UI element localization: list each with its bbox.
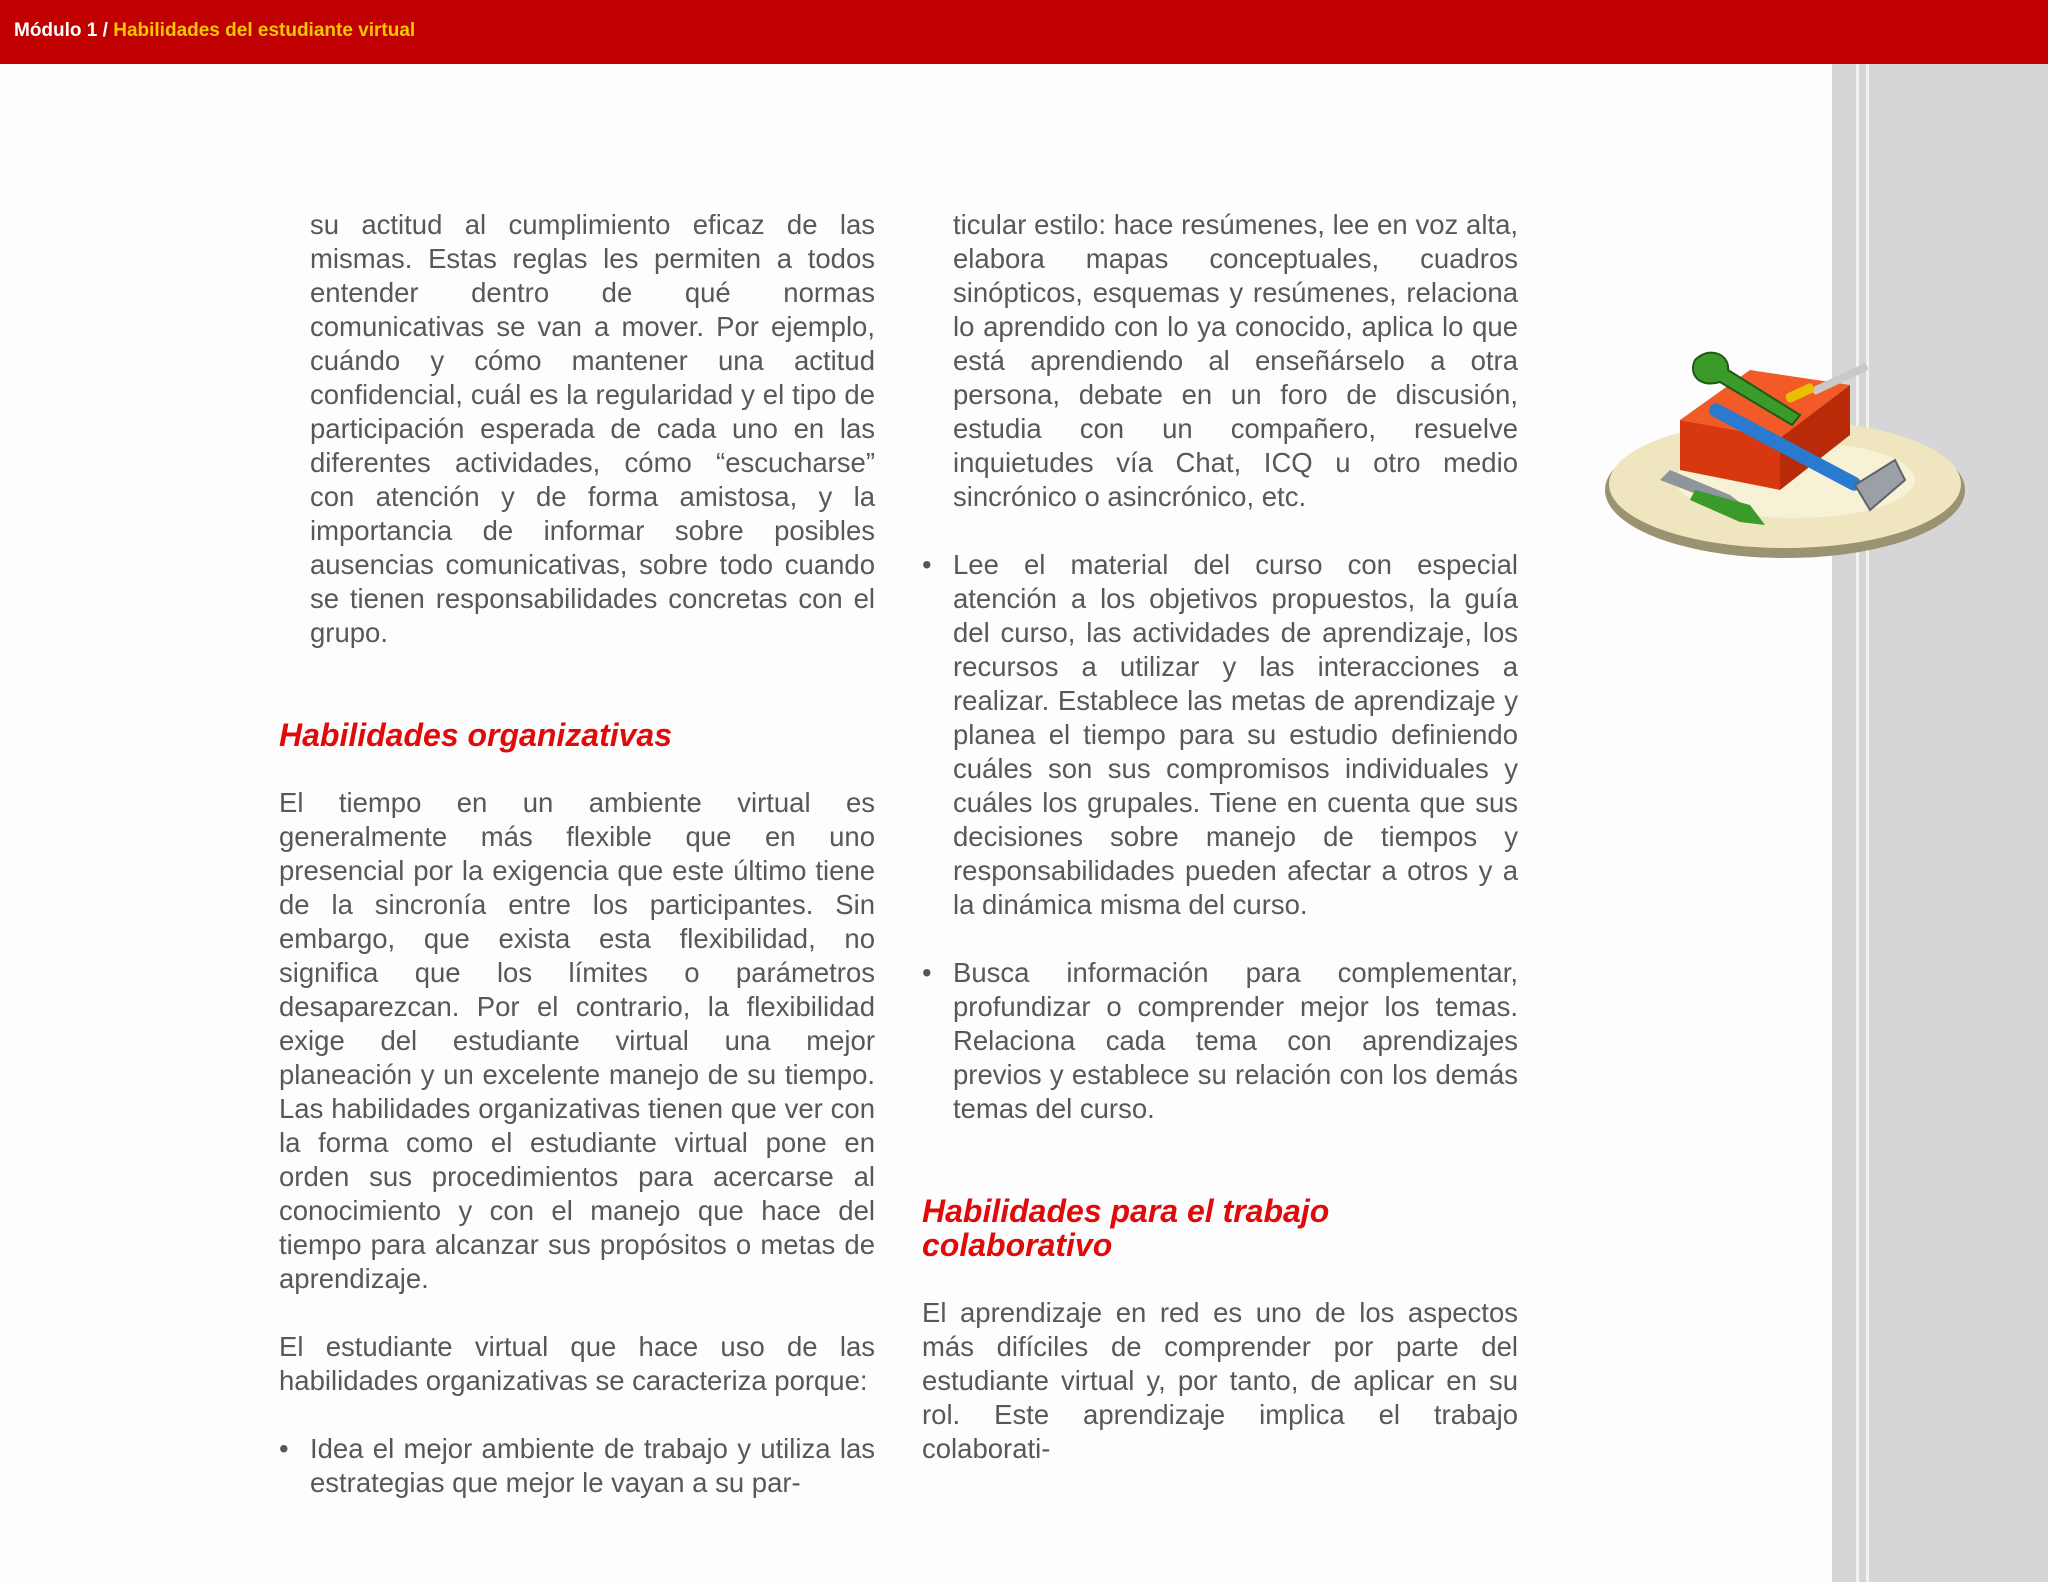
continuation-paragraph: ticular estilo: hace resúmenes, lee en voz alta, elabora mapas conceptuales, cuadros sinópticos, esquemas y resúmenes, relaciona lo aprendido con lo ya conocido, aplica lo que está aprendiendo al enseñárselo a otra persona, debate en un foro de discusión, estudia con un compañero, resuelve inquietudes vía Chat, ICQ u otro medio sincrónico o asincrónico, etc. — [953, 209, 1518, 512]
side-band-line — [1866, 64, 1869, 1582]
bullet-list — [279, 1432, 875, 1500]
right-column — [922, 208, 1518, 1466]
section-title: Habilidades del estudiante virtual — [113, 20, 416, 41]
breadcrumb — [14, 20, 415, 42]
list-item: • Idea el mejor ambiente de trabajo y utiliza las estrategias que mejor le vayan a su par- — [279, 1432, 875, 1500]
breadcrumb-separator: / — [97, 20, 114, 41]
paragraph: El aprendizaje en red es uno de los aspectos más difíciles de comprender por parte del estudiante virtual y, por tanto, de aplicar en su rol. Este aprendizaje implica el trabajo colaborati- — [922, 1297, 1518, 1464]
left-column — [279, 208, 875, 1500]
side-band-line — [1856, 64, 1859, 1582]
heading-collaborative-skills: Habilidades para el trabajo colaborativo — [922, 1193, 1330, 1263]
bullet-list — [922, 548, 1518, 922]
module-label: Módulo 1 — [14, 20, 98, 41]
list-item: • Busca información para complementar, profundizar o comprender mejor los temas. Relaciona cada tema con aprendizajes previos y establece su relación con los demás temas del curso. — [922, 956, 1518, 1126]
paragraph: El tiempo en un ambiente virtual es generalmente más flexible que en uno presencial por la exigencia que este último tiene de la sincronía entre los participantes. Sin embargo, que exista esta flexibilidad, no significa que los límites o parámetros desaparezcan. Por el contrario, la flexibilidad exige del estudiante virtual una mejor planeación y un excelente manejo de su tiempo. Las habilidades organizativas tienen que ver con la forma como el estudiante virtual pone en orden sus procedimientos para acercarse al conocimiento y con el manejo que hace del tiempo para alcanzar sus propósitos o metas de aprendizaje. — [279, 787, 875, 1294]
paragraph: El estudiante virtual que hace uso de las habilidades organizativas se caracteriza porque: — [279, 1331, 875, 1396]
header-bar — [0, 0, 2048, 64]
toolbox-icon — [1600, 330, 1970, 580]
intro-paragraph: su actitud al cumplimiento eficaz de las mismas. Estas reglas les permiten a todos entender dentro de qué normas comunicativas se van a mover. Por ejemplo, cuándo y cómo mantener una actitud confidencial, cuál es la regularidad y el tipo de participación esperada de cada uno en las diferentes actividades, cómo “escucharse” con atención y de forma amistosa, y la importancia de informar sobre posibles ausencias comunicativas, sobre todo cuando se tienen responsabilidades concretas con el grupo. — [310, 209, 875, 648]
bullet-list — [922, 956, 1518, 1126]
list-item: • Lee el material del curso con especial atención a los objetivos propuestos, la guía del curso, las actividades de aprendizaje, los recursos a utilizar y las interacciones a realizar. Establece las metas de aprendizaje y planea el tiempo para su estudio definiendo cuáles son sus compromisos individuales y cuáles los grupales. Tiene en cuenta que sus decisiones sobre manejo de tiempos y responsabilidades pueden afectar a otros y a la dinámica misma del curso. — [922, 548, 1518, 922]
heading-organizational-skills: Habilidades organizativas — [279, 717, 673, 753]
side-band — [1832, 64, 2048, 1582]
